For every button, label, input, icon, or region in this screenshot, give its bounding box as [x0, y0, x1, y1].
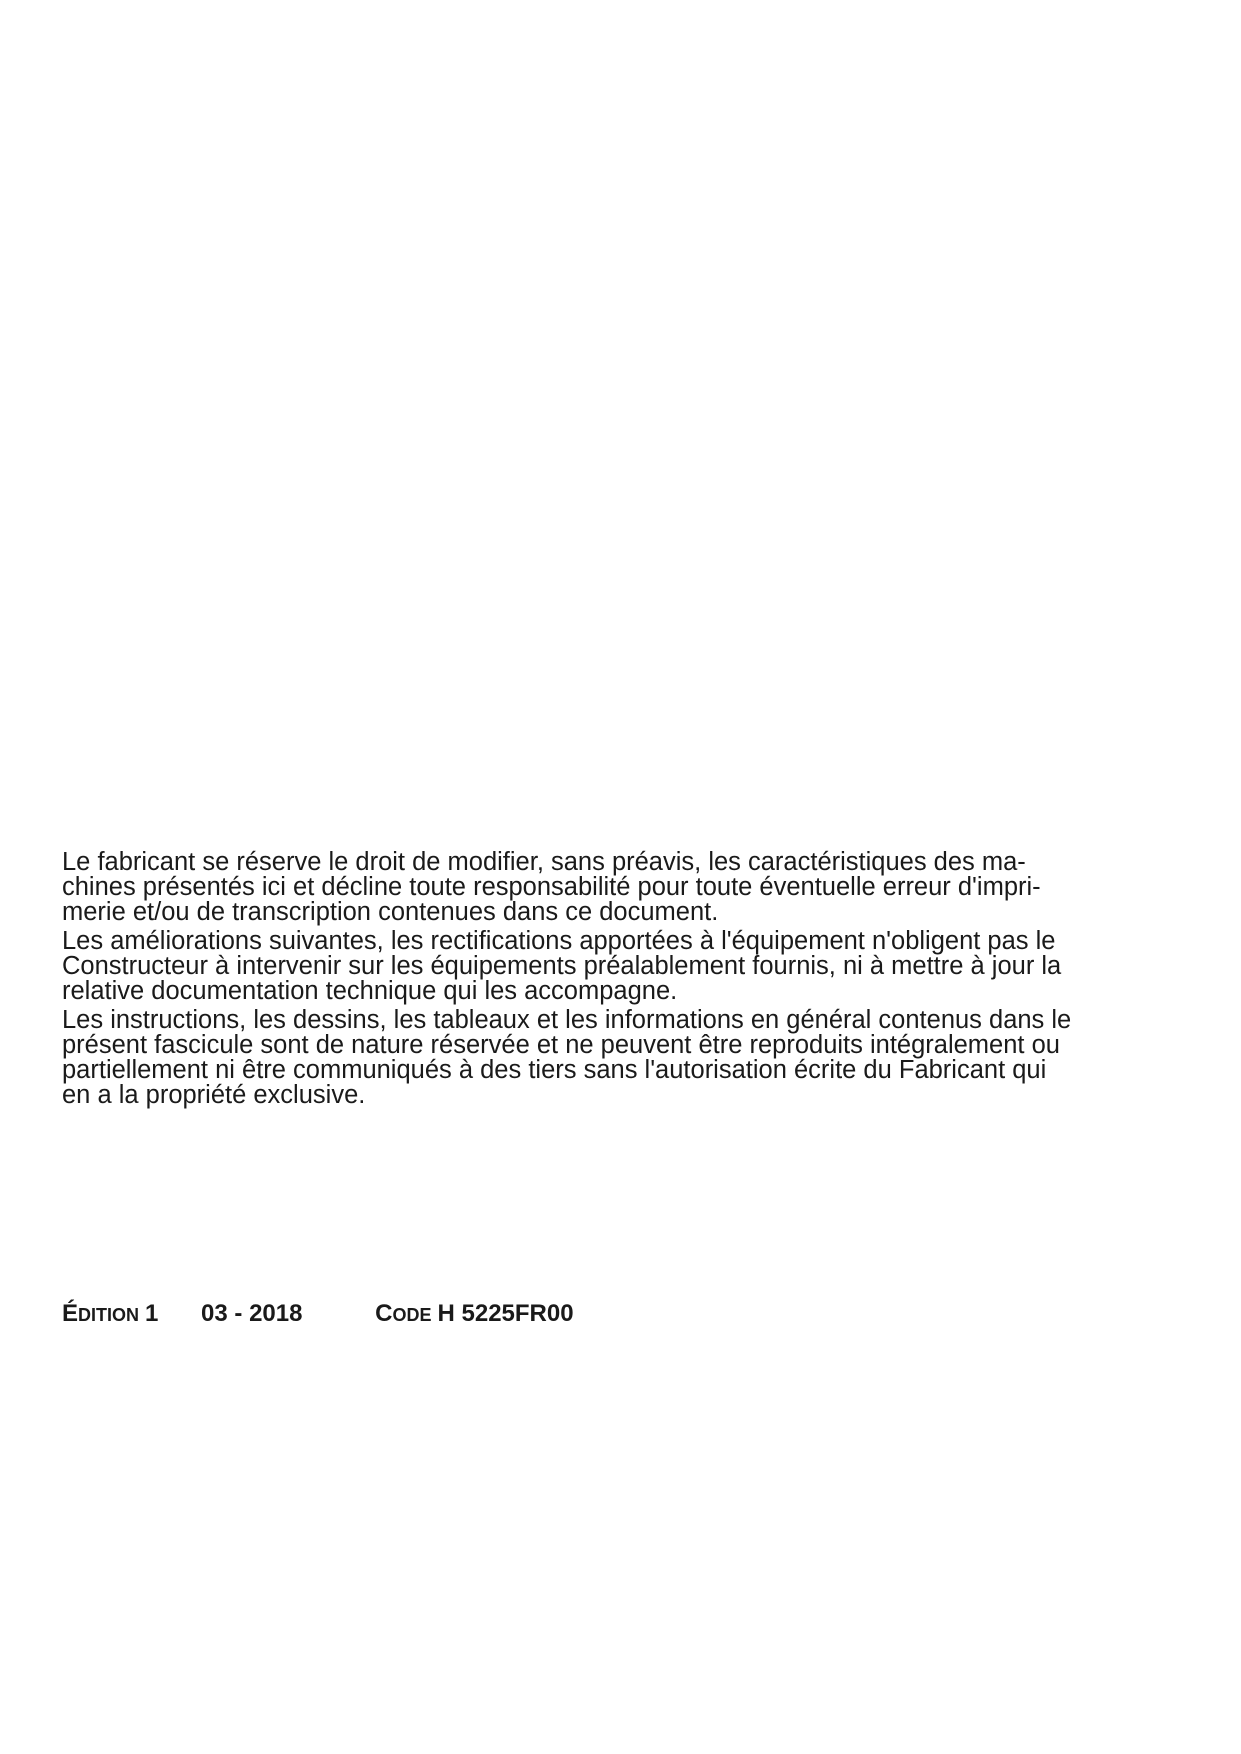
disclaimer-line: relative documentation technique qui les accompagne. — [62, 977, 678, 1005]
disclaimer-line: Les instructions, les dessins, les tableaux et les informations en général contenus dans le — [62, 1006, 1072, 1034]
disclaimer-line: Constructeur à intervenir sur les équipements préalablement fournis, ni à mettre à jour la — [62, 952, 1062, 980]
code-value: H 5225FR00 — [437, 1300, 574, 1327]
edition-number: 1 — [145, 1300, 159, 1327]
edition-info — [62, 1300, 574, 1328]
disclaimer-line: en a la propriété exclusive. — [62, 1081, 366, 1109]
disclaimer-line: chines présentés ici et décline toute responsabilité pour toute éventuelle erreur d'impri- — [62, 873, 1041, 901]
document-code — [375, 1300, 573, 1327]
disclaimer-line: Les améliorations suivantes, les rectifications apportées à l'équipement n'obligent pas le — [62, 927, 1056, 955]
code-label: CODE — [375, 1300, 432, 1327]
disclaimer-paragraph-3 — [62, 1008, 1142, 1108]
disclaimer-text — [62, 850, 1142, 1108]
edition-date: 03 - 2018 — [201, 1300, 303, 1327]
disclaimer-line: Le fabricant se réserve le droit de modifier, sans préavis, les caractéristiques des ma- — [62, 848, 1026, 876]
disclaimer-line: présent fascicule sont de nature réservée et ne peuvent être reproduits intégralement ou — [62, 1031, 1060, 1059]
disclaimer-line: partiellement ni être communiqués à des tiers sans l'autorisation écrite du Fabricant qui — [62, 1056, 1047, 1084]
disclaimer-paragraph-2 — [62, 929, 1142, 1004]
disclaimer-line: merie et/ou de transcription contenues dans ce document. — [62, 898, 719, 926]
edition-label: ÉDITION — [62, 1300, 140, 1327]
disclaimer-paragraph-1 — [62, 850, 1142, 925]
